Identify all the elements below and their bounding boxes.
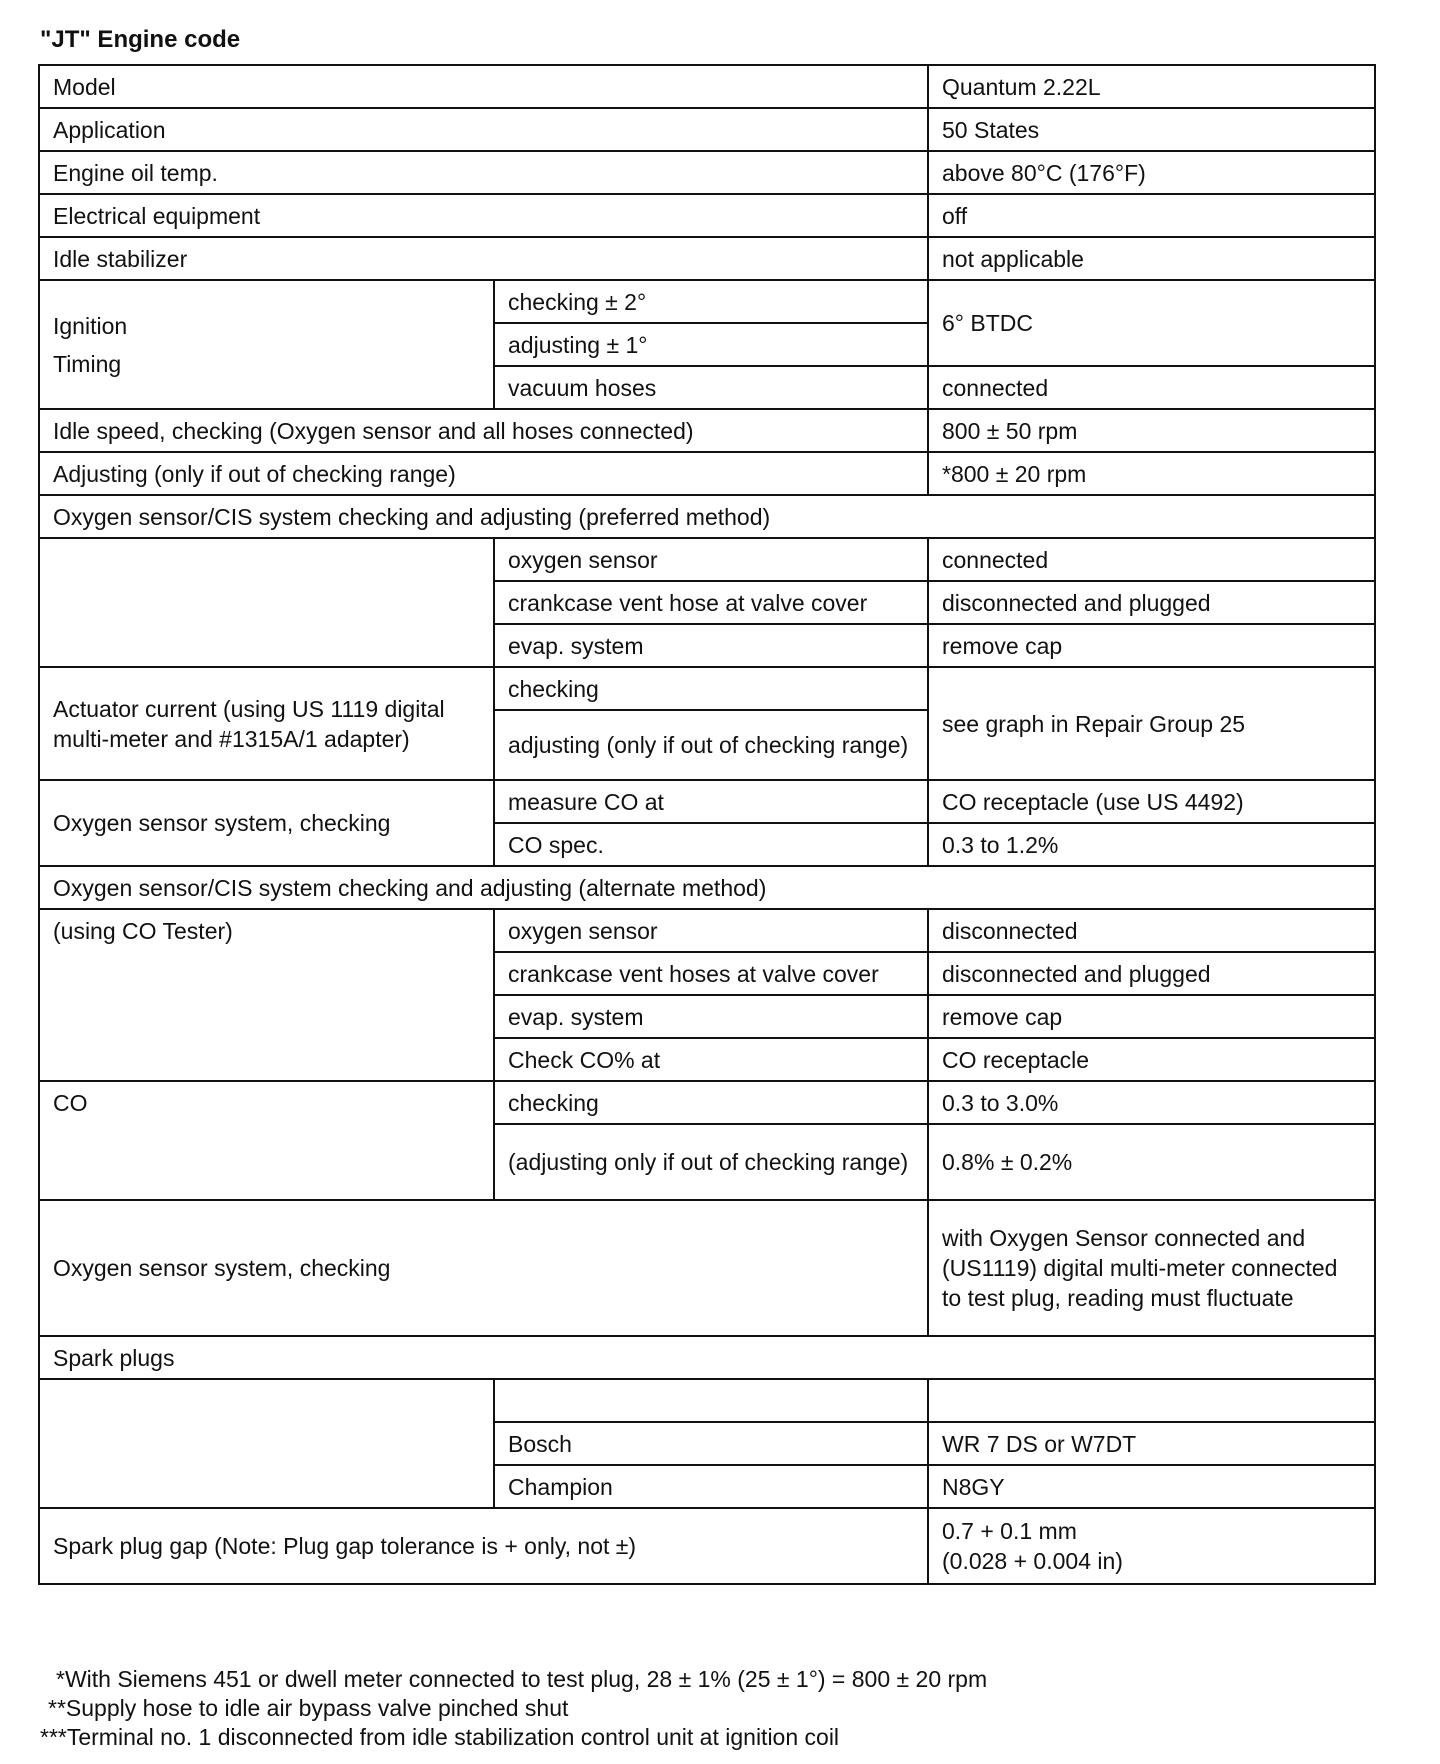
table-row — [39, 866, 1375, 909]
preferred-evap-label: evap. system — [494, 624, 928, 667]
alternate-crank-label: crankcase vent hoses at valve cover — [494, 952, 928, 995]
gap-value-mm: 0.7 + 0.1 mm — [942, 1518, 1077, 1544]
o2-check2-value: with Oxygen Sensor connected and (US1119) digital multi-meter connected to test plug, reading must fluctuate — [928, 1200, 1375, 1336]
row-value-model: Quantum 2.22L — [928, 65, 1375, 108]
spark-bosch-value: WR 7 DS or W7DT — [928, 1422, 1375, 1465]
row-label-idle-stabilizer: Idle stabilizer — [39, 237, 928, 280]
ignition-timing-value: 6° BTDC — [928, 280, 1375, 366]
ignition-checking: checking ± 2° — [494, 280, 928, 323]
timing-label: Timing — [53, 350, 122, 377]
preferred-o2-label: oxygen sensor — [494, 538, 928, 581]
co-checking-label: checking — [494, 1081, 928, 1124]
spark-empty-cell — [39, 1379, 494, 1508]
gap-value-in: (0.028 + 0.004 in) — [942, 1548, 1123, 1574]
spark-bosch-label: Bosch — [494, 1422, 928, 1465]
gap-label: Spark plug gap (Note: Plug gap tolerance is + only, not ±) — [39, 1508, 928, 1584]
alternate-o2-label: oxygen sensor — [494, 909, 928, 952]
table-row — [39, 452, 1375, 495]
ignition-adjusting: adjusting ± 1° — [494, 323, 928, 366]
preferred-evap-value: remove cap — [928, 624, 1375, 667]
table-row — [39, 409, 1375, 452]
co-adjusting-label: (adjusting only if out of checking range) — [494, 1124, 928, 1200]
row-value-oil-temp: above 80°C (176°F) — [928, 151, 1375, 194]
table-row — [39, 780, 1375, 823]
ignition-label: Ignition — [53, 312, 128, 339]
row-value-idle-stabilizer: not applicable — [928, 237, 1375, 280]
idle-adjust-label: Adjusting (only if out of checking range) — [39, 452, 928, 495]
row-label-model: Model — [39, 65, 928, 108]
gap-value — [928, 1508, 1375, 1584]
section-header-spark: Spark plugs — [39, 1336, 1375, 1379]
o2-system-label: Oxygen sensor system, checking — [39, 780, 494, 866]
row-label-electrical: Electrical equipment — [39, 194, 928, 237]
ignition-timing-label — [39, 280, 494, 409]
engine-spec-table — [38, 64, 1376, 1585]
row-label-oil-temp: Engine oil temp. — [39, 151, 928, 194]
row-value-application: 50 States — [928, 108, 1375, 151]
table-row — [39, 108, 1375, 151]
table-row — [39, 151, 1375, 194]
co-checking-value: 0.3 to 3.0% — [928, 1081, 1375, 1124]
o2-spec-label: CO spec. — [494, 823, 928, 866]
spark-blank-value — [928, 1379, 1375, 1422]
preferred-o2-value: connected — [928, 538, 1375, 581]
alternate-check-label: Check CO% at — [494, 1038, 928, 1081]
spark-blank-label — [494, 1379, 928, 1422]
spark-champion-label: Champion — [494, 1465, 928, 1508]
idle-check-value: 800 ± 50 rpm — [928, 409, 1375, 452]
section-header-alternate: Oxygen sensor/CIS system checking and adjusting (alternate method) — [39, 866, 1375, 909]
table-row — [39, 194, 1375, 237]
alternate-o2-value: disconnected — [928, 909, 1375, 952]
actuator-adjusting: adjusting (only if out of checking range) — [494, 710, 928, 780]
idle-adjust-value: *800 ± 20 rpm — [928, 452, 1375, 495]
row-value-electrical: off — [928, 194, 1375, 237]
actuator-value: see graph in Repair Group 25 — [928, 667, 1375, 780]
o2-spec-value: 0.3 to 1.2% — [928, 823, 1375, 866]
actuator-label: Actuator current (using US 1119 digital multi-meter and #1315A/1 adapter) — [39, 667, 494, 780]
row-label-application: Application — [39, 108, 928, 151]
table-row — [39, 237, 1375, 280]
table-row — [39, 538, 1375, 581]
alternate-crank-value: disconnected and plugged — [928, 952, 1375, 995]
co-label: CO — [39, 1081, 494, 1200]
alternate-check-value: CO receptacle — [928, 1038, 1375, 1081]
preferred-empty-cell — [39, 538, 494, 667]
co-adjusting-value: 0.8% ± 0.2% — [928, 1124, 1375, 1200]
table-row — [39, 495, 1375, 538]
section-header-preferred: Oxygen sensor/CIS system checking and adjusting (preferred method) — [39, 495, 1375, 538]
alternate-label: (using CO Tester) — [39, 909, 494, 1081]
table-row — [39, 667, 1375, 710]
o2-check2-label: Oxygen sensor system, checking — [39, 1200, 928, 1336]
o2-measure-value: CO receptacle (use US 4492) — [928, 780, 1375, 823]
table-row — [39, 1200, 1375, 1336]
footnotes — [40, 1665, 987, 1752]
footnote-1: *With Siemens 451 or dwell meter connected to test plug, 28 ± 1% (25 ± 1°) = 800 ± 20 rpm — [56, 1666, 988, 1692]
alternate-evap-value: remove cap — [928, 995, 1375, 1038]
table-row — [39, 65, 1375, 108]
alternate-evap-label: evap. system — [494, 995, 928, 1038]
vacuum-hoses-label: vacuum hoses — [494, 366, 928, 409]
spark-champion-value: N8GY — [928, 1465, 1375, 1508]
preferred-crank-value: disconnected and plugged — [928, 581, 1375, 624]
table-row — [39, 1081, 1375, 1124]
table-row — [39, 1508, 1375, 1584]
page-title: "JT" Engine code — [40, 26, 241, 53]
idle-check-label: Idle speed, checking (Oxygen sensor and all hoses connected) — [39, 409, 928, 452]
table-row — [39, 280, 1375, 323]
footnote-3: ***Terminal no. 1 disconnected from idle stabilization control unit at ignition coil — [40, 1724, 840, 1750]
table-row — [39, 1379, 1375, 1422]
footnote-2: **Supply hose to idle air bypass valve pinched shut — [48, 1695, 569, 1721]
o2-measure-label: measure CO at — [494, 780, 928, 823]
actuator-checking: checking — [494, 667, 928, 710]
vacuum-hoses-value: connected — [928, 366, 1375, 409]
table-row — [39, 1336, 1375, 1379]
preferred-crank-label: crankcase vent hose at valve cover — [494, 581, 928, 624]
table-row — [39, 909, 1375, 952]
